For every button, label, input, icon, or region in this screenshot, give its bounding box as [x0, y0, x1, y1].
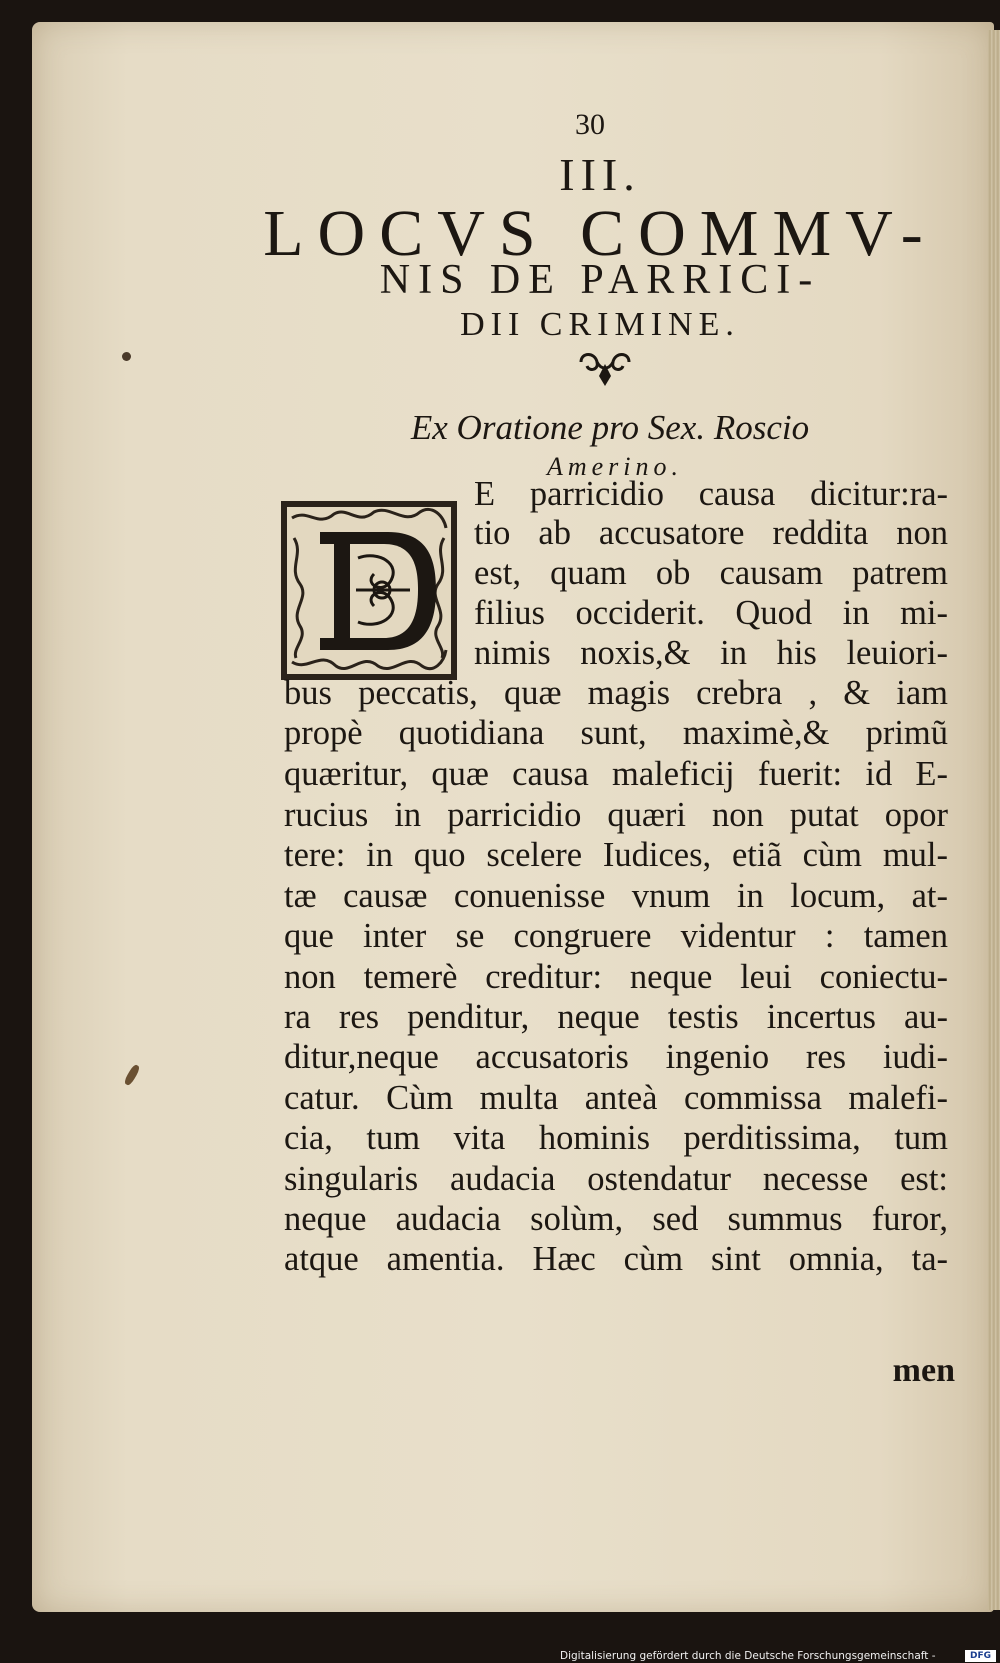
- text-line: singularis audacia ostendatur necesse est:: [284, 1160, 948, 1198]
- text-line: que inter se congruere videntur : tamen: [284, 917, 948, 955]
- text-line: propè quotidiana sunt, maximè,& primũ: [284, 714, 948, 752]
- text-line: neque audacia solùm, sed summus furor,: [284, 1200, 948, 1238]
- text-line: rucius in parricidio quæri non putat opor: [284, 796, 948, 834]
- text-line: atque amentia. Hæc cùm sint omnia, ta-: [284, 1240, 948, 1278]
- chapter-title-line-3: DII CRIMINE.: [460, 306, 740, 343]
- page-number: 30: [575, 108, 605, 141]
- text-line: quæritur, quæ causa maleficij fuerit: id E-: [284, 755, 948, 793]
- text-line: filius occiderit. Quod in mi-: [474, 594, 948, 632]
- text-line: E parricidio causa dicitur:ra-: [474, 475, 948, 513]
- text-line: nimis noxis,& in his leuiori-: [474, 634, 948, 672]
- text-line: bus peccatis, quæ magis crebra , & iam: [284, 674, 948, 712]
- fleuron-ornament: [575, 348, 635, 388]
- chapter-number: III.: [559, 149, 641, 200]
- text-line: catur. Cùm multa anteà commissa malefi-: [284, 1079, 948, 1117]
- text-line: tæ causæ conuenisse vnum in locum, at-: [284, 877, 948, 915]
- source-title: Ex Oratione pro Sex. Roscio: [410, 408, 810, 447]
- text-line: ditur,neque accusatoris ingenio res iudi-: [284, 1038, 948, 1076]
- ink-spot: [122, 352, 131, 361]
- chapter-title-line-2: NIS DE PARRICI-: [379, 257, 821, 303]
- chapter-title-line-1: LOCVS COMMV-: [263, 197, 937, 270]
- text-line: est, quam ob causam patrem: [474, 554, 948, 592]
- digitization-credit: Digitalisierung gefördert durch die Deutsche Forschungsgemeinschaft -: [560, 1650, 936, 1662]
- page-edge: [988, 30, 1000, 1610]
- catchword: men: [892, 1352, 955, 1389]
- text-line: tio ab accusatore reddita non: [474, 514, 948, 552]
- text-line: non temerè creditur: neque leui coniectu-: [284, 958, 948, 996]
- text-line: cia, tum vita hominis perditissima, tum: [284, 1119, 948, 1157]
- dfg-logo: DFG: [965, 1650, 996, 1662]
- text-line: tere: in quo scelere Iudices, etiã cùm mul-: [284, 836, 948, 874]
- source-title-continued: Amerino.: [546, 452, 684, 481]
- text-line: ra res penditur, neque testis incertus au-: [284, 998, 948, 1036]
- decorated-initial: [278, 498, 460, 683]
